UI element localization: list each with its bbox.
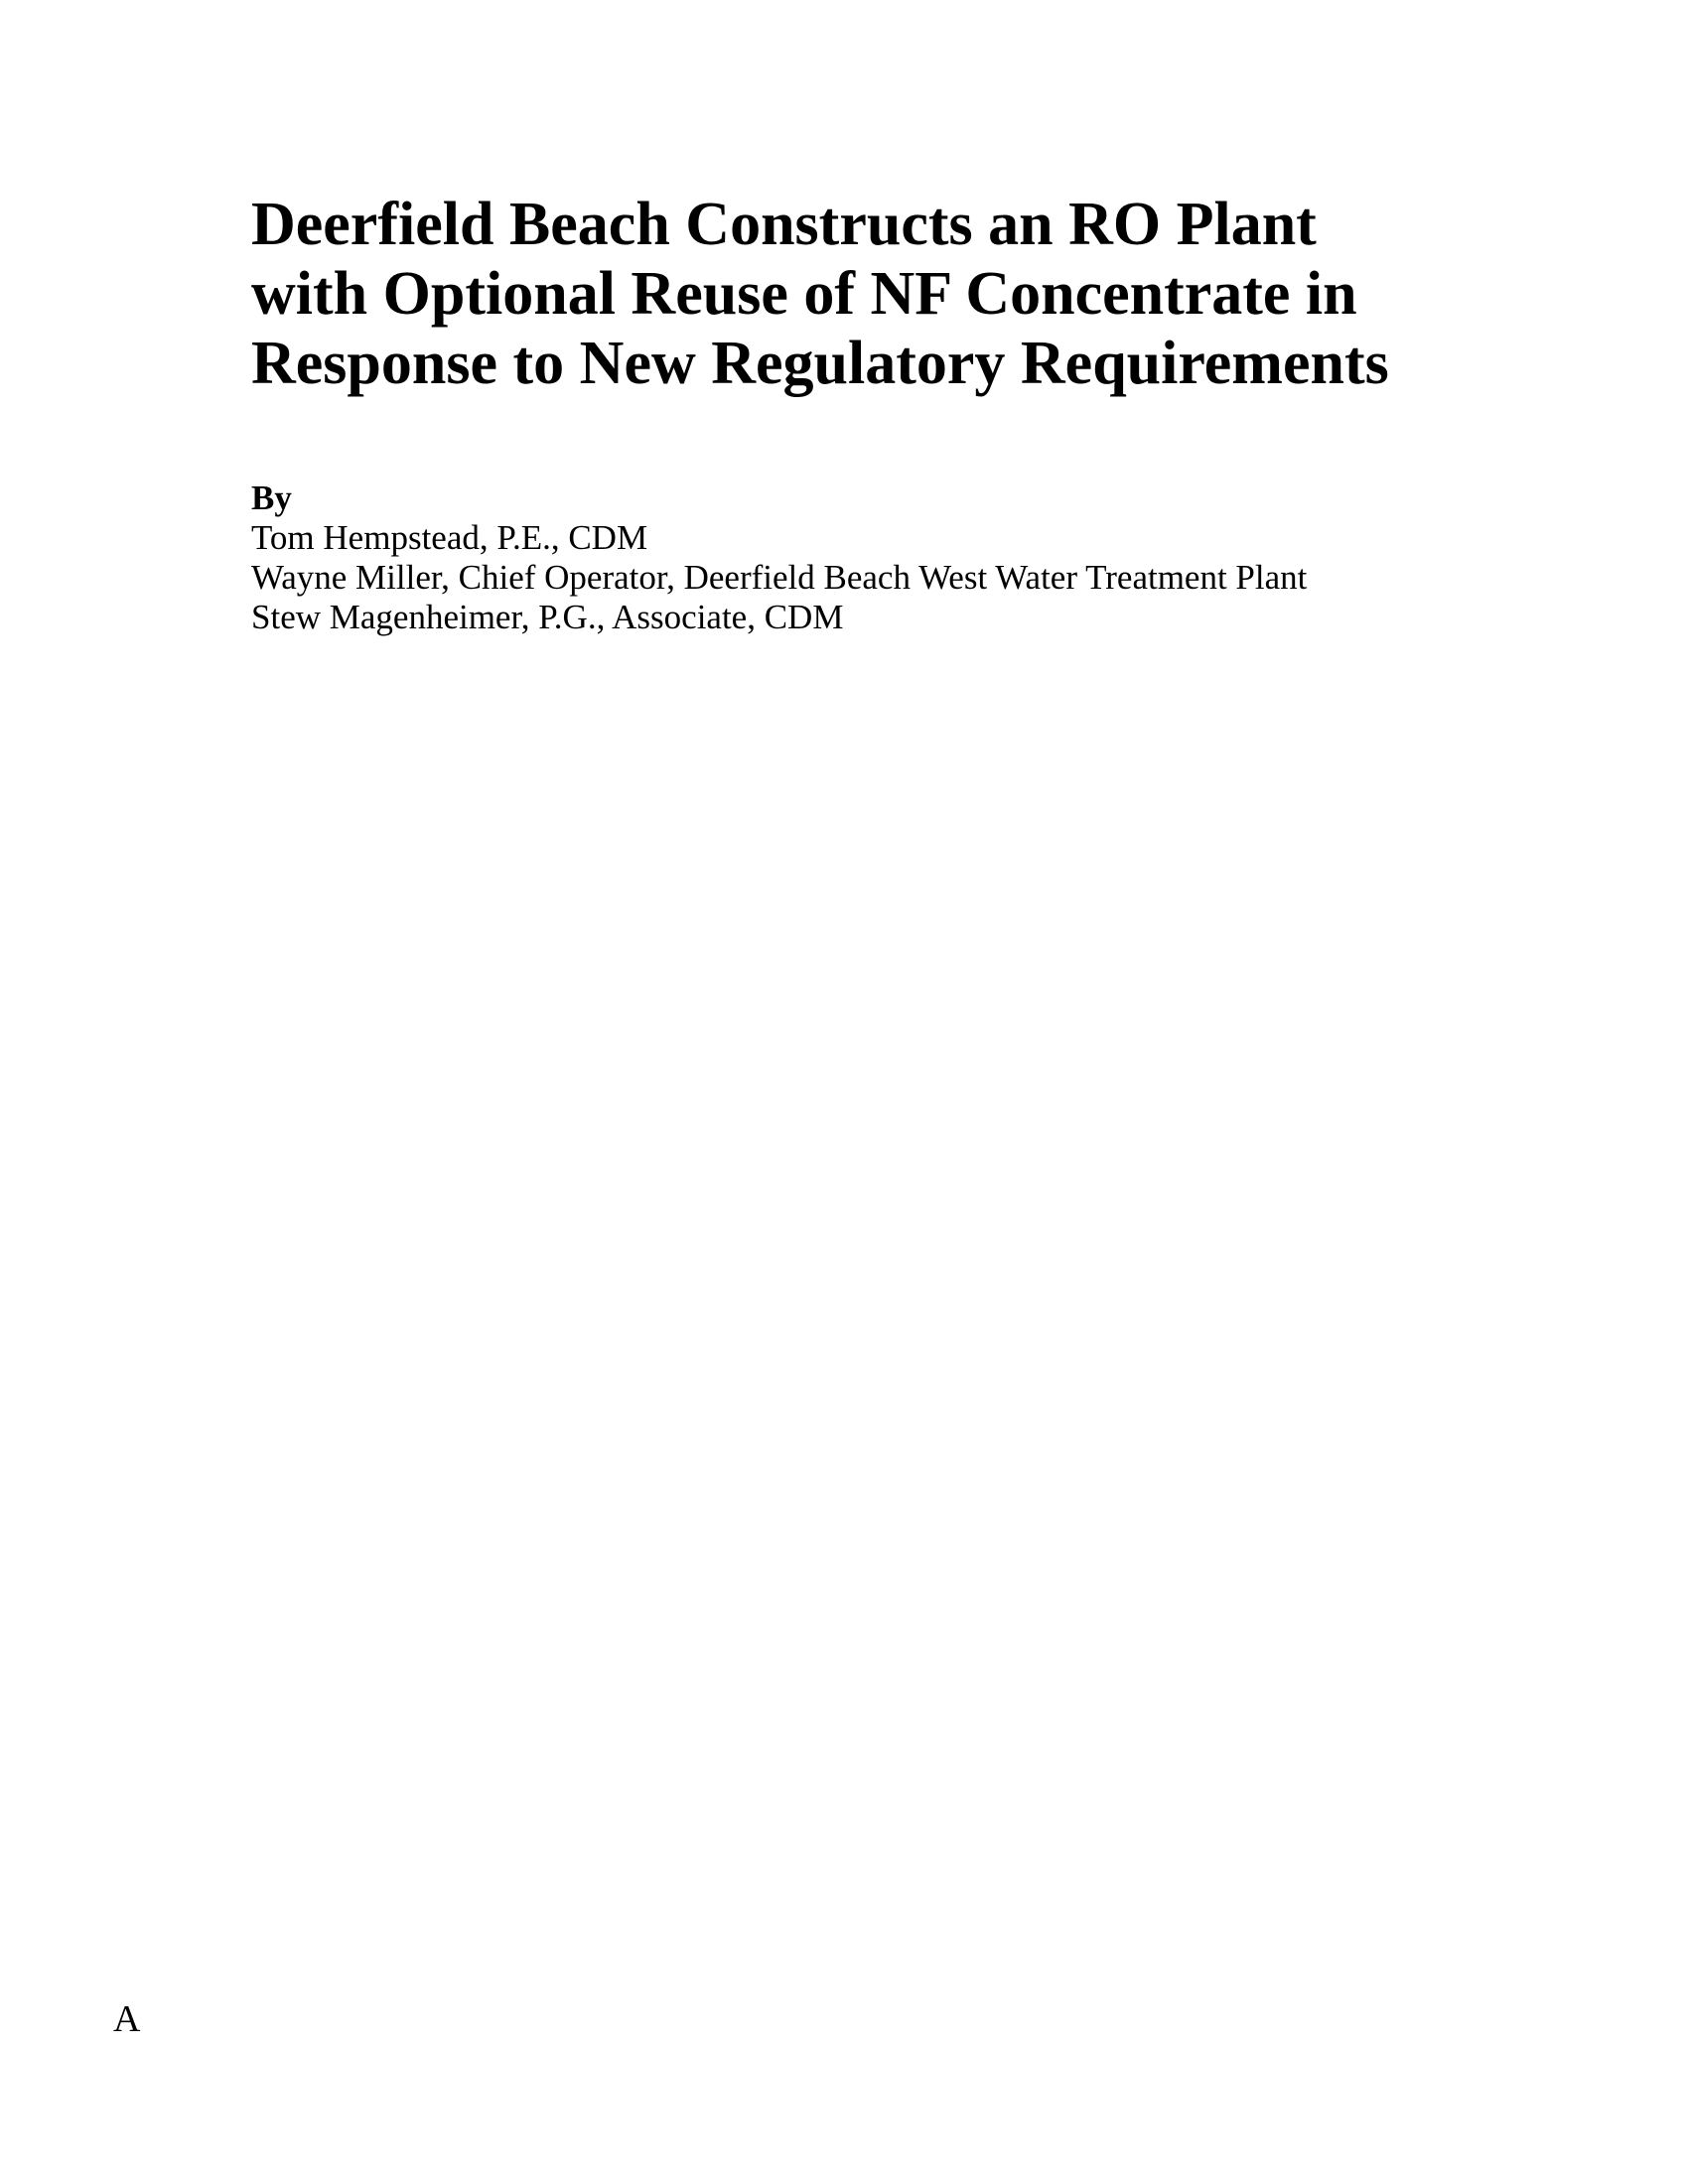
title-line-2: with Optional Reuse of NF Concentrate in [251, 260, 1357, 328]
title-line-1: Deerfield Beach Constructs an RO Plant [251, 191, 1317, 258]
byline-label: By [251, 478, 292, 517]
author-line-3: Stew Magenheimer, P.G., Associate, CDM [251, 598, 844, 636]
footer-letter: A [113, 1998, 141, 2040]
byline-block [251, 478, 1307, 637]
author-line-2: Wayne Miller, Chief Operator, Deerfield Beach West Water Treatment Plant [251, 558, 1308, 597]
page-title [251, 190, 1389, 398]
author-line-1: Tom Hempstead, P.E., CDM [251, 518, 648, 557]
title-line-3: Response to New Regulatory Requirements [251, 330, 1389, 397]
